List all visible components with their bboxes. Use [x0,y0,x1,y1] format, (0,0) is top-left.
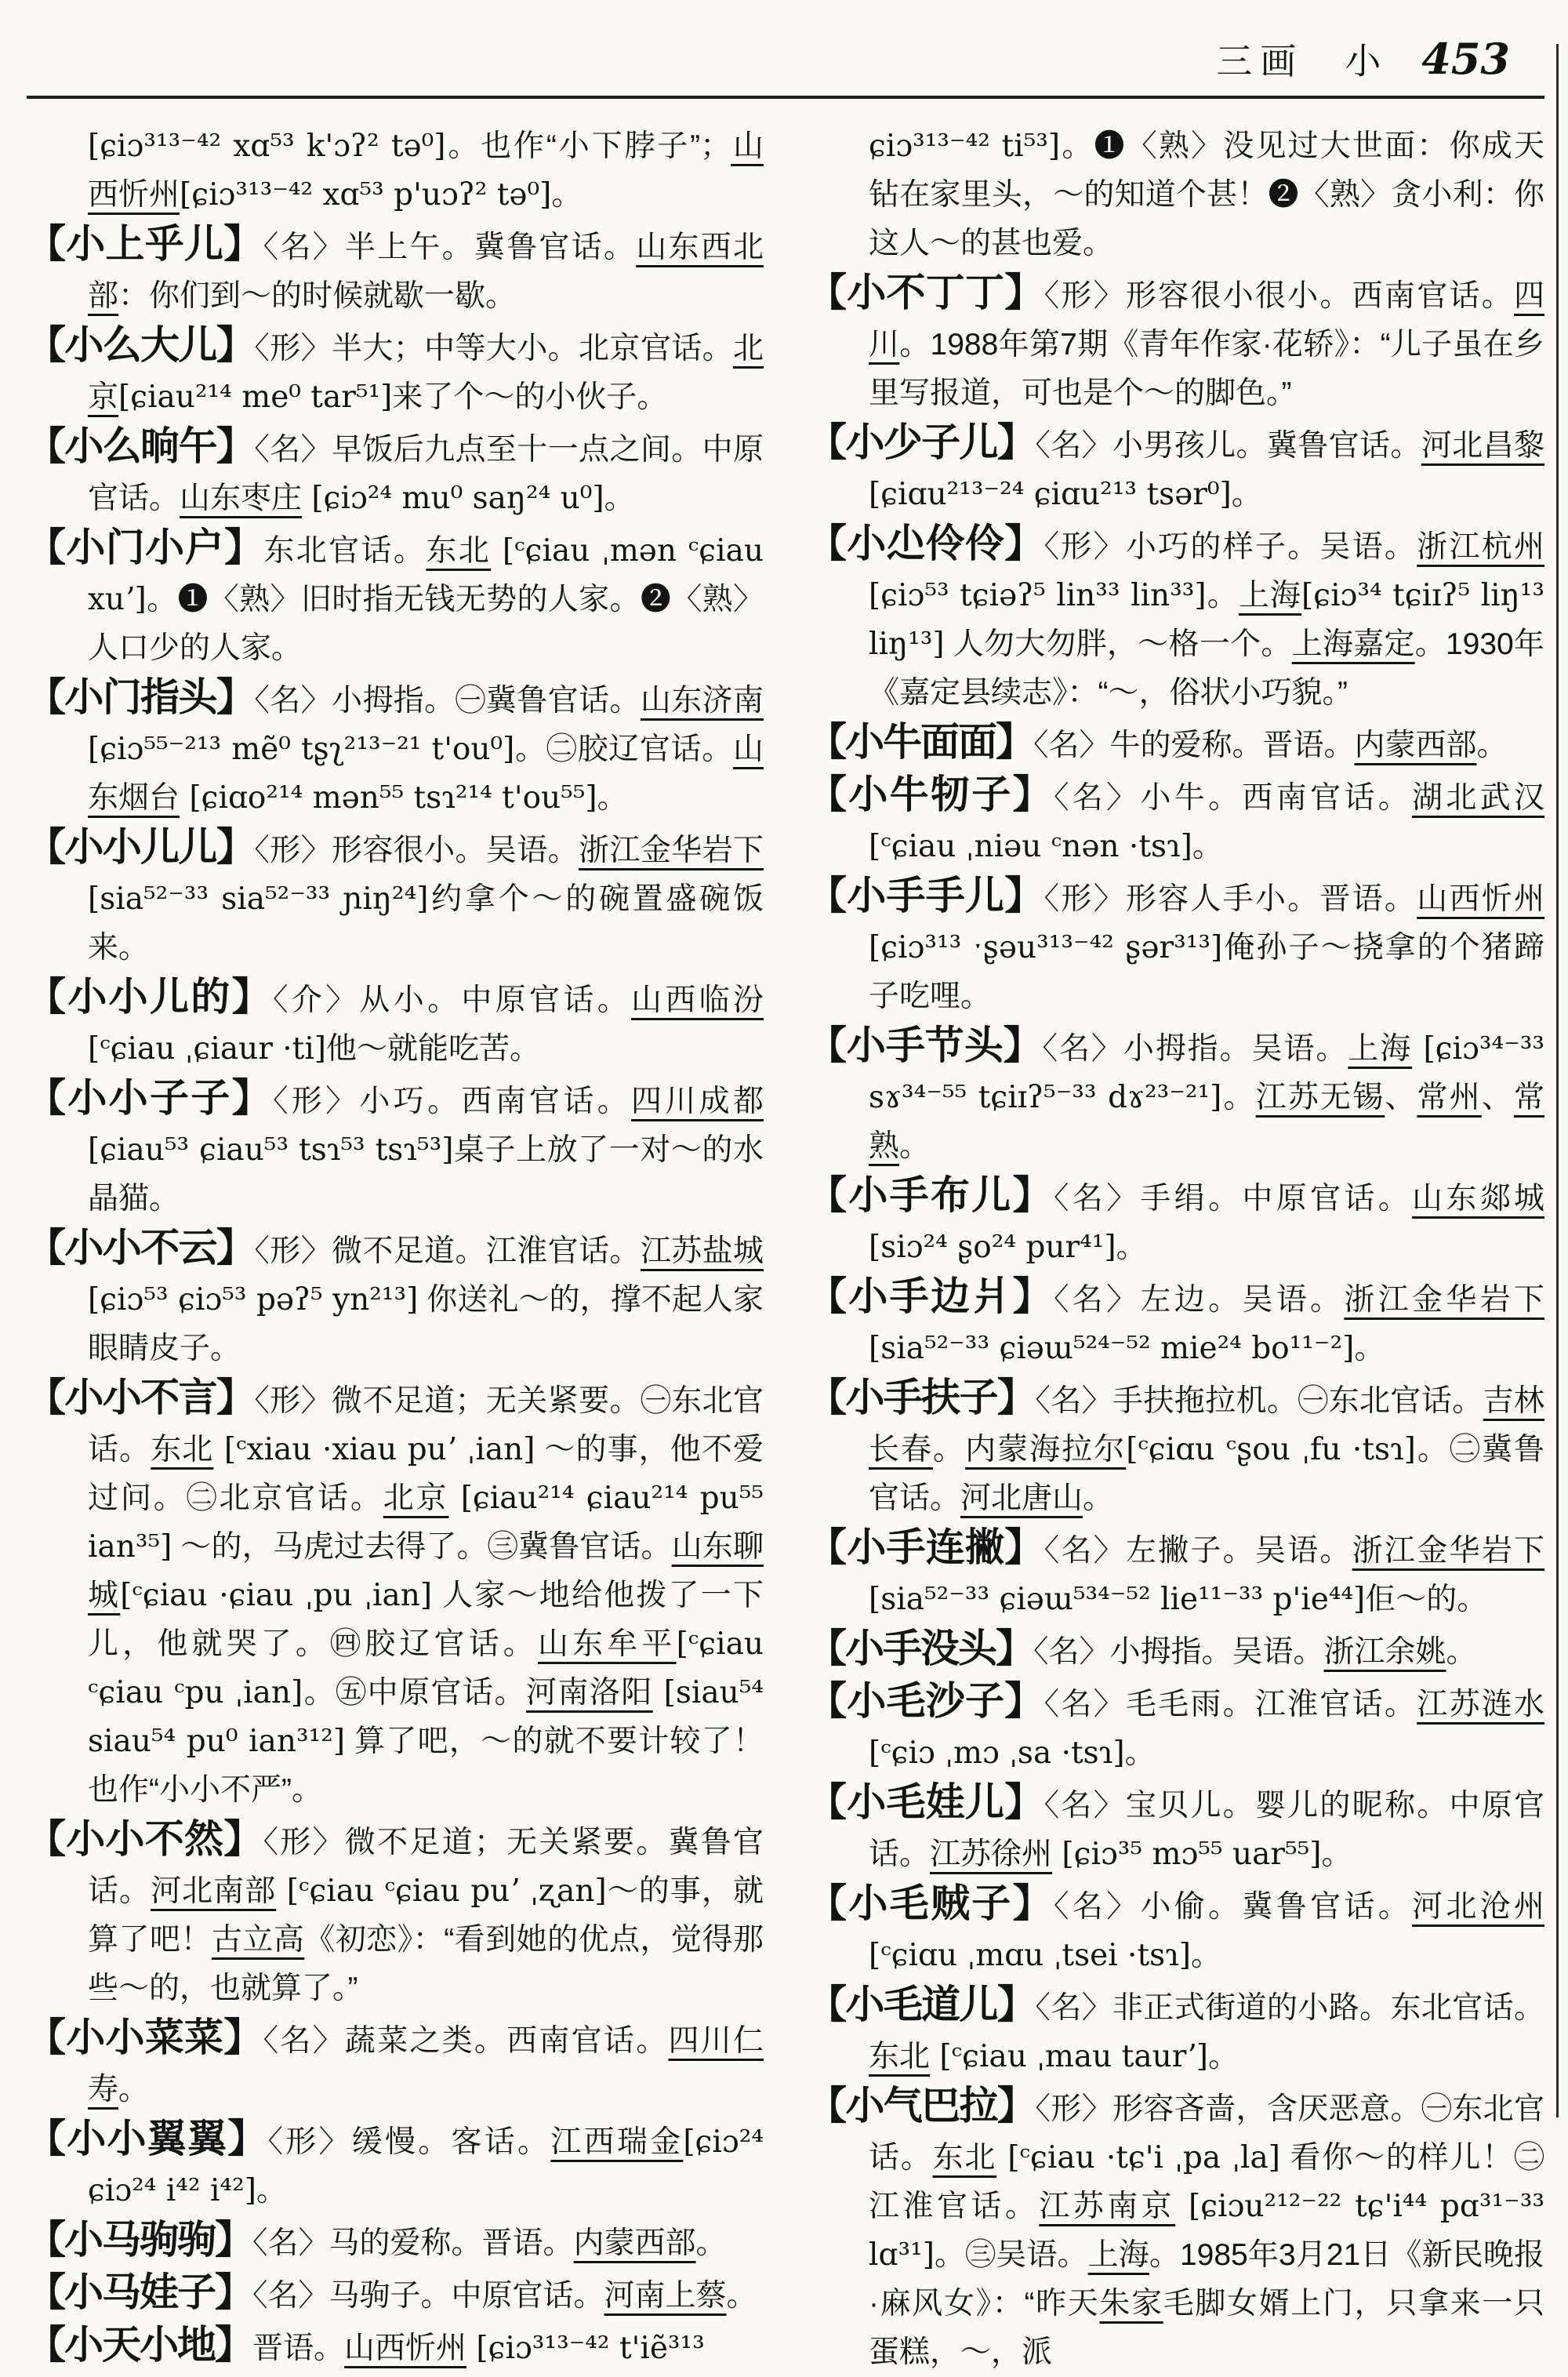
entry [808,418,1544,519]
place-name: 河南上蔡 [604,2279,727,2313]
place-name: 吉林长春 [869,1384,1544,1467]
entry [27,2268,764,2321]
definition-text: 〈形〉形容吝啬，含厌恶意。㊀东北官话。 [869,2092,1544,2175]
entry [808,1677,1544,1778]
definition-text: 〈形〉微不足道。江淮官话。 [254,1234,641,1269]
entry [27,523,764,673]
definition-text: 〈名〉小拇指。吴语。 [1042,1032,1348,1067]
ipa-transcription: [ᶜɕiɑu ˌmɑu ˌtsei ·tsɿ] [869,1938,1192,1974]
page-number: 453 [1421,34,1510,84]
entry [27,1074,764,1223]
ipa-transcription: [ᶜɕiau ·ɕiau ˌpu ˌian] [120,1578,433,1614]
definition-text: 。也作“小下脖子”； [445,129,731,164]
headword: 【小小不云】 [27,1226,255,1270]
place-name: 上海嘉定 [1291,627,1415,662]
place-name: 内蒙西部 [573,2226,696,2261]
entry [808,1980,1544,2081]
entry [27,823,764,972]
place-name: 上海 [1087,2238,1149,2273]
headword: 【小毛沙子】 [808,1679,1044,1724]
definition-text: 。 [695,2226,727,2261]
definition-text: 、 [1385,1081,1417,1115]
definition-text: 。㊄中原官话。 [303,1676,526,1710]
definition-text: 〈名〉小拇指。㊀冀鲁官话。 [254,684,641,718]
ipa-transcription: [ɕiau²¹⁴ ɕiau²¹⁴ pu⁵⁵ ian³⁵] [88,1481,764,1565]
definition-text: 〈介〉从小。中原官话。 [272,983,632,1018]
ipa-transcription: [siau⁵⁴ siau⁵⁴ pu⁰ ian³¹²] [88,1675,764,1760]
entry [27,2215,764,2268]
definition-text: 〈名〉马驹子。中原官话。 [252,2279,604,2313]
definition-text: ：你们到～的时候就歇一歇。 [118,279,517,314]
ipa-transcription: [ɕiɔu²¹²⁻²² tɕ'i⁴⁴ pɑ³¹⁻³³ lɑ³¹] [869,2189,1544,2273]
definition-text: 〈名〉半上午。冀鲁官话。 [263,231,637,265]
definition-text: 。 [1321,1837,1352,1872]
ipa-transcription: [ᶜɕiau ᶜɕiau ᶜpu ˌian] [88,1626,764,1711]
definition-text: 〈形〉微不足道；无关紧要。冀鲁官话。 [88,1826,764,1909]
ipa-transcription: [ɕiɔ³¹³⁻⁴² xɑ⁵³ k'ɔʔ² tə⁰] [88,129,446,165]
definition-text: 。 [899,1129,931,1164]
definition-text: 晋语。 [252,2332,345,2366]
headword: 【小手节头】 [808,1023,1043,1068]
place-name: 江苏徐州 [930,1837,1053,1872]
place-name: 古立高 [211,1923,305,1957]
headword: 【小小菜菜】 [27,2015,263,2060]
entry [808,268,1544,418]
definition-text: 看你～的样儿！㊁江淮官话。 [869,2141,1544,2224]
headword: 【小牛牣子】 [808,772,1054,817]
place-name: 北京 [383,1481,449,1516]
definition-text: 〈名〉手扶拖拉机。㊀东北官话。 [1035,1384,1483,1419]
definition-text: 。1985年3月21日《新民晚报·麻风女》：“昨天 [869,2238,1544,2321]
definition-text: 〈名〉非正式街道的小路。东北官话。 [1035,1991,1544,2026]
place-name: 四川仁寿 [88,2024,764,2107]
entry-continuation [808,122,1544,268]
headword: 【小小儿的】 [27,975,273,1019]
definition-text: 〈名〉蔬菜之类。西南官话。 [263,2024,669,2059]
headword: 【小尐伶伶】 [808,522,1044,566]
ipa-transcription: [siɔ²⁴ ʂo²⁴ pur⁴¹] [869,1230,1116,1266]
entry-continuation [27,122,764,220]
definition-text: 。 [604,482,635,516]
definition-text: 人家～地给他拨了一下儿，他就哭了。㊃胶辽官话。 [88,1579,764,1662]
definition-text: 〈名〉马的爱称。晋语。 [252,2226,574,2261]
ipa-transcription: [ɕiɔ⁵⁵⁻²¹³ mẽ⁰ tʂʅ²¹³⁻²¹ t'ou⁰] [88,732,515,768]
definition-text: 〈名〉左撇子。吴语。 [1044,1534,1352,1568]
entry [808,1624,1544,1677]
headword: 【小小翼翼】 [27,2117,268,2161]
definition-text: 〈名〉小男孩儿。冀鲁官话。 [1035,429,1421,463]
definition-text: 。 [1192,830,1223,864]
place-name: 山西临汾 [631,983,764,1018]
entry [808,1879,1544,1980]
ipa-transcription: [ɕiau²¹⁴ me⁰ tar⁵¹] [118,380,393,416]
place-name: 东北 [932,2141,997,2175]
ipa-transcription: [ɕiɔ⁵³ tɕiəʔ⁵ lin³³ lin³³] [869,578,1207,614]
entry [808,718,1544,770]
definition-text: 。 [256,2174,287,2208]
ipa-transcription: [sia⁵²⁻³³ ɕiəɯ⁵²⁴⁻⁵² mie²⁴ bo¹¹⁻²] [869,1331,1355,1367]
place-name: 山东济南 [640,684,764,718]
definition-text: 俺孙子～挠拿的个猪蹄子吃哩。 [869,931,1544,1014]
place-name: 河北昌黎 [1421,429,1544,463]
place-name: 上海 [1348,1032,1413,1067]
ipa-transcription: [ᶜxiau ·xiau puʼ ˌian] [213,1432,535,1468]
definition-text: 来了个～的小伙子。 [392,380,668,415]
definition-text: ～的事，他不爱过问。㊁北京官话。 [88,1433,764,1516]
definition-text: 他～就能吃苦。 [326,1032,541,1067]
place-name: 浙江金华岩下 [579,834,764,868]
definition-text: 。 [1124,1736,1156,1771]
definition-text: 〈形〉形容很小很小。西南官话。 [1044,279,1514,314]
entry [808,770,1544,871]
definition-text: 〈名〉左边。吴语。 [1053,1283,1345,1318]
place-name: 山东枣庄 [180,482,303,516]
ipa-transcription: [ᶜɕiau ˌmau taurʼ] [930,2039,1208,2075]
column-right [808,122,1544,2377]
entry [27,2114,764,2215]
definition-text: 〈形〉半大；中等大小。北京官话。 [254,332,733,366]
entry [27,1815,764,2013]
ipa-transcription: [ᶜɕiɑu ᶜʂou ˌfu ·tsɿ] [1126,1432,1416,1468]
place-name: 东北 [151,1433,214,1467]
definition-text: 〈形〉小巧。西南官话。 [272,1085,632,1119]
headword: 【小小儿儿】 [27,825,255,870]
place-name: 河南洛阳 [525,1676,653,1710]
entry [27,1373,764,1815]
definition-text: 。 [726,2279,757,2313]
entry [808,2081,1544,2377]
ipa-transcription: [ᶜɕiau ˌɕiaur ·ti] [88,1031,327,1067]
definition-text: 。㊁冀鲁官话。 [869,1433,1544,1516]
definition-text: 。 [1207,2040,1239,2074]
place-name: 湖北武汉 [1412,781,1544,816]
definition-text: 〈名〉宝贝儿。婴儿的昵称。中原官话。 [869,1789,1544,1872]
definition-text: 。 [118,2073,150,2107]
place-name: 河北沧州 [1412,1890,1544,1924]
ipa-transcription: [ɕiɔ³¹³⁻⁴² t'iẽ³¹³ [466,2331,705,2367]
place-name: 四川成都 [631,1085,764,1119]
place-name: 山东郯城 [1412,1182,1544,1216]
ipa-transcription: [sia⁵²⁻³³ ɕiəɯ⁵³⁴⁻⁵² lie¹¹⁻³³ p'ie⁴⁴] [869,1582,1366,1618]
headword: 【小天小地】 [27,2323,252,2368]
place-name: 山西忻州 [88,129,764,213]
entry [27,1223,764,1373]
place-name: 北京 [88,332,764,415]
ipa-transcription: [ᶜɕiau ˌmən ᶜɕiau xuʼ] [88,533,764,618]
place-name: 江西瑞金 [550,2125,684,2160]
ipa-transcription: [ɕiɔ²⁴ mu⁰ saŋ²⁴ u⁰] [302,481,604,517]
entry [808,1523,1544,1624]
headword: 【小门指头】 [27,675,255,720]
ipa-transcription: [ɕiau⁵³ ɕiau⁵³ tsɿ⁵³ tsɿ⁵³] [88,1132,454,1169]
headword: 【小马驹驹】 [27,2218,252,2263]
definition-text: 。 [933,1433,966,1467]
header-divider [27,96,1544,99]
ipa-transcription: [ɕiɔ²⁴ ɕiɔ²⁴ i⁴² i⁴²] [88,2124,764,2209]
definition-text: 。 [1354,1332,1385,1366]
place-name: 山东牟平 [537,1627,677,1662]
definition-text: 。 [1476,729,1508,763]
ipa-transcription: [ɕiɔ³⁴ tɕiɪʔ⁵ liŋ¹³ liŋ¹³] [869,578,1544,663]
place-name: 内蒙海拉尔 [965,1433,1127,1467]
page-edge-line [1556,44,1559,2117]
entry [27,2321,764,2373]
place-name: 江苏盐城 [640,1234,764,1269]
ipa-transcription: [ᶜɕiau ᶜɕiau puʼ ˌʐan] [276,1874,607,1910]
place-name: 四川 [869,279,1544,362]
place-name: 山西忻州 [1417,882,1544,917]
definition-text: 〈形〉缓慢。客话。 [267,2125,551,2160]
definition-text: 桌子上放了一对～的水晶猫。 [88,1133,764,1216]
definition-text: 。 [551,178,583,213]
headword: 【小气巴拉】 [808,2084,1036,2128]
definition-text: 。 [1206,579,1239,613]
definition-text: ～的事，就算了吧！ [88,1874,764,1957]
ipa-transcription: [ᶜɕiau ˌniəu ᶜnən ·tsɿ] [869,829,1192,865]
headword: 【小手没头】 [808,1626,1033,1671]
place-name: 上海 [1238,579,1302,613]
place-name: 河北唐山 [960,1481,1083,1516]
headword: 【小牛面面】 [808,720,1033,765]
definition-text: 。 [1231,478,1262,512]
headword: 【小么晌午】 [27,424,255,469]
headword: 【小不丁丁】 [808,271,1044,315]
definition-text: 算了吧，～的就不要计较了！也作“小小不严”。 [88,1725,764,1808]
entry [808,1778,1544,1879]
place-name: 江苏无锡 [1255,1081,1385,1115]
ipa-transcription: [ɕiɑo²¹⁴ mən⁵⁵ tsɿ²¹⁴ t'ou⁵⁵] [180,780,597,816]
headword: 【小手布儿】 [808,1173,1054,1218]
headword: 【小手边爿】 [808,1274,1054,1319]
definition-text: 《初恋》：“看到她的优点，觉得那些～的，也就算了。” [88,1923,764,2006]
place-name: 河北南部 [151,1874,277,1909]
headword: 【小么大儿】 [27,323,255,368]
entry [27,220,764,321]
headword: 【小毛道儿】 [808,1983,1036,2027]
column-left [27,122,764,2377]
entry [27,422,764,523]
definition-text: 〈名〉小牛。西南官话。 [1053,781,1413,816]
entry [808,1373,1544,1523]
definition-text: ～的，马虎过去得了。㊂冀鲁官话。 [172,1530,672,1565]
content-columns [27,122,1544,2377]
headword: 【小门小户】 [27,525,264,570]
definition-text: 〈名〉早饭后九点至十一点之间。中原官话。 [88,433,764,516]
ipa-transcription: [ɕiɔ³⁴⁻³³ sɤ³⁴⁻⁵⁵ tɕiɪʔ⁵⁻³³ dɤ²³⁻²¹] [869,1031,1544,1116]
ipa-transcription: [ᶜɕiɔ ˌmɔ ˌsa ·tsɿ] [869,1736,1125,1772]
ipa-transcription: [ᶜɕiau ·tɕ'i ˌpa ˌla] [996,2140,1280,2176]
place-name: 常熟 [869,1081,1544,1164]
definition-text: 〈名〉手绢。中原官话。 [1053,1182,1413,1216]
place-name: 江苏南京 [1039,2190,1176,2224]
entry [808,1021,1544,1171]
page-header [27,35,1544,83]
definition-text: 。1988年第7期《青年作家·花轿》：“儿子虽在乡里写报道，可也是个～的脚色。” [869,328,1544,411]
place-name: 朱家 [1099,2287,1163,2321]
definition-text: 。 [1116,1230,1147,1265]
section-heading: 三画 [1216,41,1305,82]
headword: 【小小子子】 [27,1076,273,1121]
headword: 【小手扶子】 [808,1376,1036,1420]
definition-text: 毛脚女婿上门，只拿来一只蛋糕，～，派 [869,2287,1544,2370]
place-name: 山东烟台 [88,732,764,816]
ipa-transcription: [ɕiɔ³¹³⁻⁴² xɑ⁵³ p'uɔʔ² tə⁰] [180,177,552,213]
place-name: 浙江杭州 [1417,530,1544,565]
radical-heading: 小 [1345,41,1381,82]
definition-text: 〈形〉形容很小。吴语。 [254,834,579,868]
entry [27,321,764,422]
definition-text: 。❶〈熟〉没见过大世面：你成天钻在家里头，～的知道个甚！❷〈熟〉贪小利：你这人～的甚也爱。 [869,129,1544,261]
place-name: 东北 [869,2040,931,2074]
definition-text: 。 [1083,1481,1114,1516]
definition-text: 〈名〉牛的爱称。晋语。 [1033,729,1355,763]
place-name: 山东聊城 [88,1530,764,1613]
entry [808,1272,1544,1373]
place-name: 东北 [426,534,492,569]
ipa-transcription: [ɕiɑu²¹³⁻²⁴ ɕiɑu²¹³ tsər⁰] [869,477,1232,513]
entry [808,871,1544,1021]
place-name: 常州 [1417,1081,1482,1115]
definition-text: 。1930年《嘉定县续志》：“～，俗状小巧貌。” [869,627,1544,711]
place-name: 山东西北部 [88,231,764,314]
definition-text: 〈形〉形容人手小。晋语。 [1044,882,1417,917]
definition-text: 、 [1481,1081,1514,1115]
headword: 【小上乎儿】 [27,222,263,267]
headword: 【小毛娃儿】 [808,1780,1044,1825]
definition-text: 。❶〈熟〉旧时指无钱无势的人家。❷〈熟〉人口少的人家。 [88,583,764,666]
headword: 【小手连撇】 [808,1525,1044,1570]
definition-text: 约拿个～的碗置盛碗饭来。 [88,882,764,965]
headword: 【小小不言】 [27,1376,255,1420]
entry [808,519,1544,718]
place-name: 浙江余姚 [1323,1635,1446,1670]
definition-text: 佢～的。 [1365,1583,1488,1617]
definition-text: 〈名〉小偷。冀鲁官话。 [1053,1890,1413,1924]
definition-text: 你送礼～的，撑不起人家眼睛皮子。 [88,1283,764,1366]
definition-text: 。㊂吴语。 [934,2238,1088,2273]
place-name: 浙江金华岩下 [1352,1534,1544,1568]
entry [27,972,764,1074]
headword: 【小马娃子】 [27,2270,252,2315]
headword: 【小小不然】 [27,1817,263,1862]
definition-text: 。 [1446,1635,1477,1670]
headword: 【小手手儿】 [808,874,1044,918]
definition-text: 。 [597,781,628,816]
definition-text: 〈形〉微不足道；无关紧要。㊀东北官话。 [88,1384,764,1467]
headword: 【小毛贼子】 [808,1881,1054,1926]
ipa-transcription: [sia⁵²⁻³³ sia⁵²⁻³³ ɲiŋ²⁴] [88,881,429,918]
ipa-transcription: ɕiɔ³¹³⁻⁴² ti⁵³] [869,129,1061,165]
place-name: 浙江金华岩下 [1344,1283,1544,1318]
definition-text: 。㊁胶辽官话。 [514,732,733,767]
definition-text: 。 [1191,1939,1222,1973]
ipa-transcription: [ɕiɔ⁵³ ɕiɔ⁵³ pəʔ⁵ yn²¹³] [88,1282,419,1318]
place-name: 江苏涟水 [1417,1688,1544,1722]
entry [808,1171,1544,1272]
definition-text: 东北官话。 [263,534,426,569]
definition-text: 〈形〉小巧的样子。吴语。 [1044,530,1417,565]
place-name: 内蒙西部 [1354,729,1477,763]
place-name: 山西忻州 [344,2332,467,2366]
definition-text: 。 [1221,1081,1256,1115]
entry [27,673,764,823]
definition-text: 〈名〉小拇指。吴语。 [1033,1635,1324,1670]
definition-text: 人勿大勿胖，～格一个。 [944,627,1292,662]
headword: 【小少子儿】 [808,420,1036,465]
ipa-transcription: [ɕiɔ³¹³ ˑʂəu³¹³⁻⁴² ʂər³¹³] [869,930,1223,966]
ipa-transcription: [ɕiɔ³⁵ mɔ⁵⁵ uar⁵⁵] [1052,1837,1322,1873]
entry [27,2013,764,2114]
definition-text: 〈名〉毛毛雨。江淮官话。 [1044,1688,1417,1722]
